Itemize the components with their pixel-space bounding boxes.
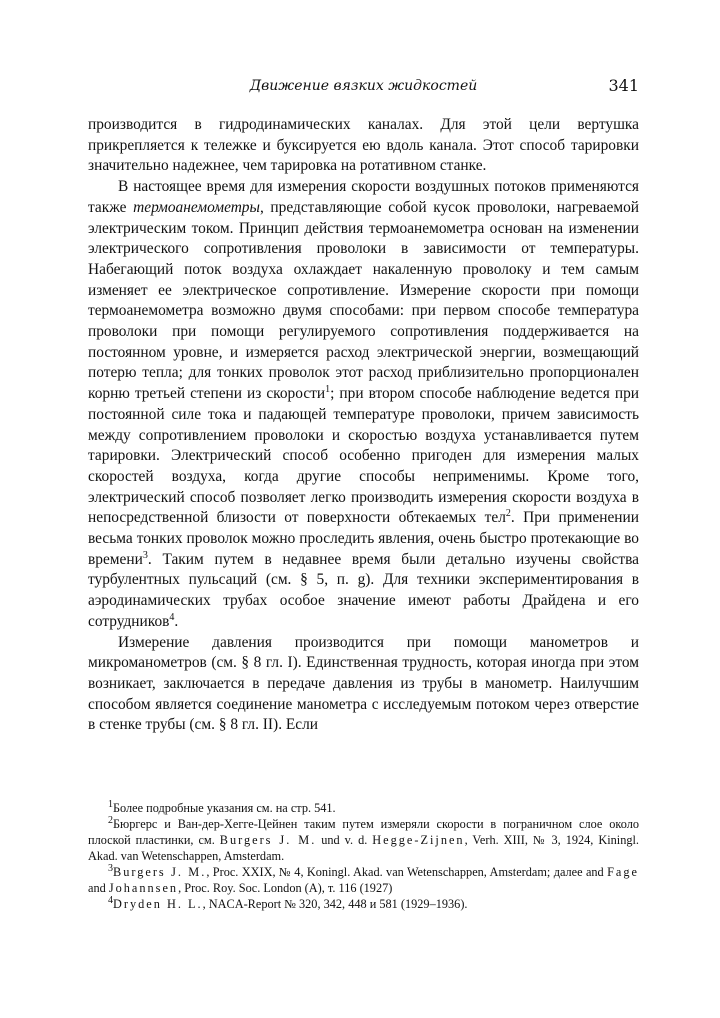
running-title: Движение вязких жидкостей [249,78,478,94]
footnote-ref-1[interactable]: 1 [325,384,331,396]
main-text [88,115,639,736]
page-header [88,76,639,100]
footnote-3: $^3$Burgers J. M., Proc. XXIX, № 4, Koningl. Akad. van Wetenschappen, Amsterdam; далее and Fage and Johannsen, Proc. Roy. Soc. London (A), т. 116 (1927) [88,862,639,895]
footnote-1: $^1$Более подробные указания см. на стр. 541. [108,798,336,815]
footnote-4: $^4$Dryden H. L., NACA-Report № 320, 342, 448 и 581 (1929–1936). [108,894,468,911]
term-thermoanemometers: термоанемометры [133,198,260,216]
paragraph-3: Измерение давления производится при помощи манометров и микроманометров (см. § 8 гл. I). Единственная трудность, которая иногда при этом возникает, заключается в передаче давления из трубы в манометр. Наилучшим способом является соединение манометра с исследуемым потоком через отверстие в стенке трубы (см. § 8 гл. II). Если [88,633,639,734]
footnote-ref-3[interactable]: 3 [142,549,148,561]
footnotes [88,800,639,912]
page-number: 341 [608,76,639,95]
footnote-2: $^2$Бюргерс и Ван-дер-Хегге-Цейнен таким путем измеряли скорости в пограничном слое около плоской пластинки, см. Burgers J. M. und v. d. Hegge-Zijnen, Verh. XIII, № 3, 1924, Kiningl. Akad. van Wetenschappen, Amsterdam. [88,814,639,863]
paragraph-1: производится в гидродинамических каналах. Для этой цели вертушка прикрепляется к тележке и буксируется ею вдоль канала. Этот способ тарировки значительно надежнее, чем тарировка на ротативном станке. [88,116,639,175]
paragraph-2: В настоящее время для измерения скорости воздушных потоков применяются также термоанемометры, представляющие собой кусок проволоки, нагреваемой электрическим током. Принцип действия термоанемометра основан на изменении электрического сопротивления проволоки в зависимости от температуры. Набегающий поток воздуха охлаждает накаленную проволоку и тем самым изменяет ее электрическое сопротивление. Измерение скорости при помощи термоанемометра возможно двумя способами: при первом способе температура проволоки при помощи регулируемого сопротивления поддерживается на постоянном уровне, и измеряется расход электрической энергии, возмещающий потерю тепла; для тонких проволок этот расход приблизительно пропорционален корню третьей степени из скорости$^1$; при втором способе наблюдение ведется при постоянной силе тока и падающей температуре проволоки, причем зависимость между сопротивлением проволоки и скоростью воздуха устанавливается путем тарировки. Электрический способ особенно пригоден для измерения малых скоростей воздуха, когда другие способы неприменимы. Кроме того, электрический способ позволяет легко производить измерения скорости воздуха в непосредственной близости от поверхности обтекаемых тел$^2$. При применении весьма тонких проволок можно проследить явления, очень быстро протекающие во времени$^3$. Таким путем в недавнее время были детально изучены свойства турбулентных пульсаций (см. § 5, п. g). Для техники экспериментирования в аэродинамических трубах особое значение имеют работы Драйдена и его сотрудников$^4$. [88,178,639,630]
footnote-ref-2[interactable]: 2 [505,508,511,520]
footnote-ref-4[interactable]: 4 [169,611,175,623]
